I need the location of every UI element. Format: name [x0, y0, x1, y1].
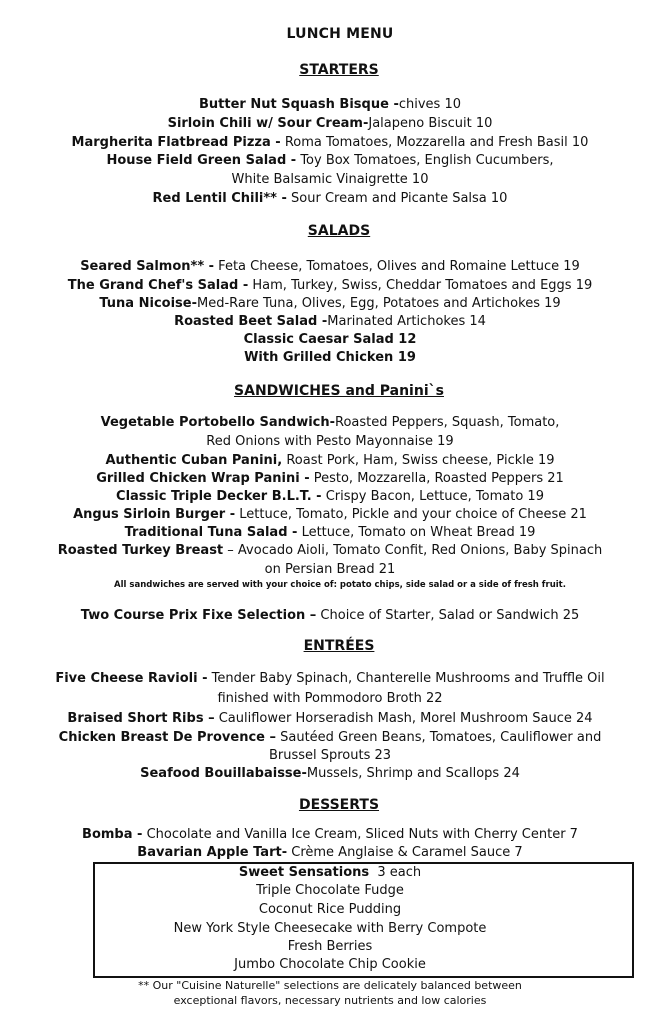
menu-item: Margherita Flatbread Pizza - Roma Tomatoes, Mozzarella and Fresh Basil 10 — [71, 135, 589, 150]
menu-item: Bomba - Chocolate and Vanilla Ice Cream, Sliced Nuts with Cherry Center 7 — [82, 827, 578, 842]
footnote-line: ** Our "Cuisine Naturelle" selections are delicately balanced between — [138, 979, 522, 992]
menu-item: Classic Triple Decker B.L.T. - Crispy Bacon, Lettuce, Tomato 19 — [116, 489, 544, 504]
desserts-heading: DESSERTS — [298, 797, 380, 813]
menu-item: Seafood Bouillabaisse-Mussels, Shrimp and Scallops 24 — [140, 766, 520, 781]
menu-item: Sirloin Chili w/ Sour Cream-Jalapeno Biscuit 10 — [167, 116, 493, 131]
menu-item: House Field Green Salad - Toy Box Tomatoes, English Cucumbers, — [106, 153, 554, 168]
menu-title: LUNCH MENU — [286, 26, 394, 42]
menu-item: Bavarian Apple Tart- Crème Anglaise & Caramel Sauce 7 — [137, 845, 523, 860]
menu-item: With Grilled Chicken 19 — [244, 350, 416, 365]
footnote-line: exceptional flavors, necessary nutrients and low calories — [173, 994, 487, 1007]
menu-item: Traditional Tuna Salad - Lettuce, Tomato on Wheat Bread 19 — [124, 525, 536, 540]
menu-item: Vegetable Portobello Sandwich-Roasted Peppers, Squash, Tomato, — [100, 415, 560, 430]
menu-item: on Persian Bread 21 — [264, 562, 396, 577]
sandwiches-heading: SANDWICHES and Panini`s — [234, 383, 444, 399]
sweet-item: Jumbo Chocolate Chip Cookie — [234, 957, 426, 972]
salads-heading: SALADS — [307, 223, 371, 239]
menu-item: Grilled Chicken Wrap Panini - Pesto, Mozzarella, Roasted Peppers 21 — [96, 471, 564, 486]
sweet-item: Fresh Berries — [287, 939, 373, 954]
menu-item: Tuna Nicoise-Med-Rare Tuna, Olives, Egg, Potatoes and Artichokes 19 — [99, 296, 561, 311]
menu-item: White Balsamic Vinaigrette 10 — [231, 172, 429, 187]
menu-item: Braised Short Ribs – Cauliflower Horseradish Mash, Morel Mushroom Sauce 24 — [67, 711, 593, 726]
sweet-item: Triple Chocolate Fudge — [256, 883, 404, 898]
menu-item: Red Onions with Pesto Mayonnaise 19 — [206, 434, 454, 449]
menu-item: Five Cheese Ravioli - Tender Baby Spinach, Chanterelle Mushrooms and Truffle Oil — [55, 671, 605, 686]
sweet-item: New York Style Cheesecake with Berry Compote — [173, 921, 487, 936]
menu-item: Roasted Turkey Breast – Avocado Aioli, Tomato Confit, Red Onions, Baby Spinach — [57, 543, 603, 558]
prix-fixe: Two Course Prix Fixe Selection – Choice of Starter, Salad or Sandwich 25 — [80, 608, 580, 623]
menu-item: Angus Sirloin Burger - Lettuce, Tomato, Pickle and your choice of Cheese 21 — [73, 507, 587, 522]
menu-item: Butter Nut Squash Bisque -chives 10 — [199, 97, 461, 112]
sweet-heading: Sweet Sensations 3 each — [238, 865, 422, 880]
menu-item: Authentic Cuban Panini, Roast Pork, Ham, Swiss cheese, Pickle 19 — [105, 453, 555, 468]
menu-item: Classic Caesar Salad 12 — [243, 332, 417, 347]
menu-item: finished with Pommodoro Broth 22 — [217, 691, 443, 706]
sweet-item: Coconut Rice Pudding — [258, 902, 402, 917]
menu-item: Seared Salmon** - Feta Cheese, Tomatoes, Olives and Romaine Lettuce 19 — [80, 259, 580, 274]
menu-item: Roasted Beet Salad -Marinated Artichokes 14 — [174, 314, 486, 329]
entrees-heading: ENTRÉES — [303, 638, 375, 654]
starters-heading: STARTERS — [299, 62, 379, 78]
menu-item: Red Lentil Chili** - Sour Cream and Picante Salsa 10 — [152, 191, 508, 206]
menu-item: The Grand Chef's Salad - Ham, Turkey, Swiss, Cheddar Tomatoes and Eggs 19 — [67, 278, 593, 293]
sandwich-note: All sandwiches are served with your choice of: potato chips, side salad or a side of fresh fruit. — [114, 580, 566, 590]
menu-item: Chicken Breast De Provence – Sautéed Green Beans, Tomatoes, Cauliflower and — [58, 730, 602, 745]
menu-item: Brussel Sprouts 23 — [268, 748, 392, 763]
